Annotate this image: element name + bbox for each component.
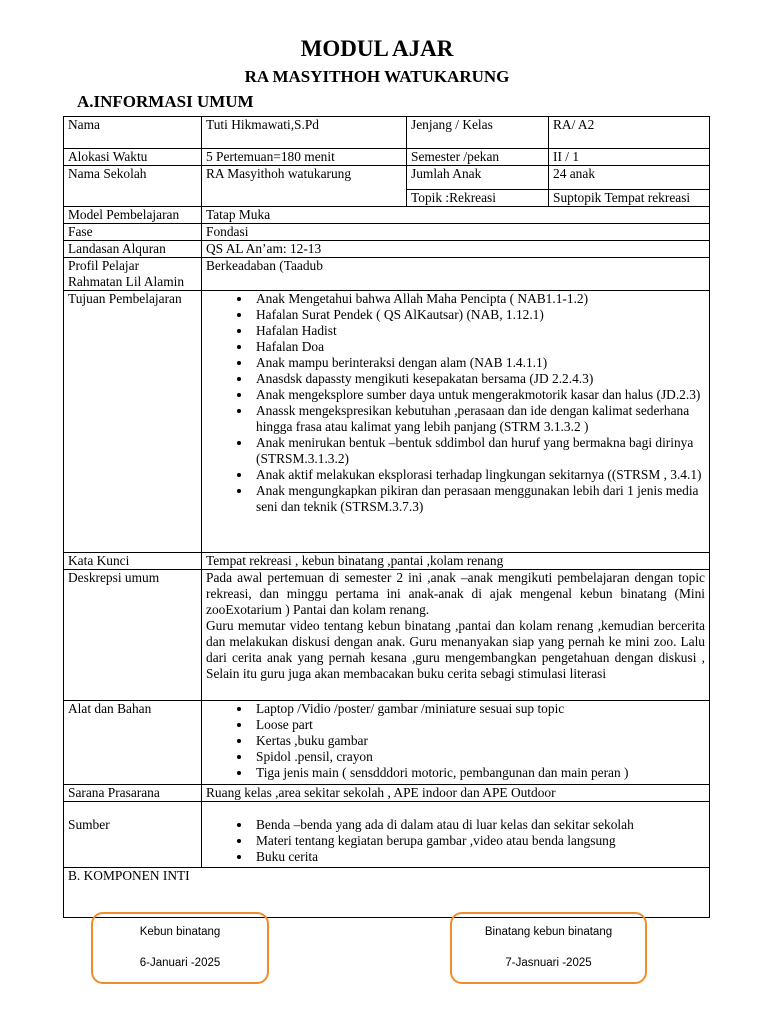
komponen-inti-heading: B. KOMPONEN INTI [64,868,710,918]
list-item: • Laptop /Vidio /poster/ gambar /miniature sesuai sup topic [252,701,705,717]
activity-card-2 [450,912,647,984]
list-item: • Anak mengeksplore sumber daya untuk mengerakmotorik kasar dan halus (JD.2.3) [252,387,705,403]
document-title: MODUL AJAR [300,36,454,61]
sumber-cell [202,802,710,868]
model-label: Model Pembelajaran [64,207,202,224]
list-item: • Loose part [252,717,705,733]
row-deskripsi [64,570,710,701]
jumlah-value: 24 anak [549,166,710,190]
list-item: • Anak Mengetahui bahwa Allah Maha Pencipta ( NAB1.1-1.2) [252,291,705,307]
subtopik-value: Suptopik Tempat rekreasi [549,190,710,207]
jenjang-value: RA/ A2 [549,117,710,149]
list-item: • Kertas ,buku gambar [252,733,705,749]
list-item: • Buku cerita [252,849,705,865]
profil-label-line-2: Rahmatan Lil Alamin [68,274,185,289]
list-item: • Anak mengungkapkan pikiran dan perasaan menggunakan lebih dari 1 jenis media seni dan teknik (STRSM.3.7.3) [252,483,705,515]
model-value: Tatap Muka [202,207,710,224]
row-model [64,207,710,224]
fase-value: Fondasi [202,224,710,241]
list-item: • Anassk mengekspresikan kebutuhan ,perasaan dan ide dengan kalimat sederhana hingga frasa atau kalimat yang lebih panjang (STRM 3.1.3.2 ) [252,403,705,435]
list-item: • Anak aktif melakukan eksplorasi terhadap lingkungan sekitarnya ((STRSM , 3.4.1) [252,467,705,483]
alokasi-value: 5 Pertemuan=180 menit [202,149,407,166]
landasan-value: QS AL An’am: 12-13 [202,241,710,258]
row-sumber [64,802,710,868]
row-fase [64,224,710,241]
list-item: • Hafalan Surat Pendek ( QS AlKautsar) (NAB, 1.12.1) [252,307,705,323]
list-item: • Materi tentang kegiatan berupa gambar ,video atau benda langsung [252,833,705,849]
jenjang-label: Jenjang / Kelas [407,117,549,149]
row-komponen [64,868,710,918]
deskripsi-label: Deskrepsi umum [64,570,202,701]
list-item: • Anasdsk dapassty mengikuti kesepakatan bersama (JD 2.2.4.3) [252,371,705,387]
card-date: 7-Jasnuari -2025 [505,957,592,969]
deskripsi-paragraph-1: Pada awal pertemuan di semester 2 ini ,anak –anak mengikuti pembelajaran dengan topic rekreasi, dan minggu pertama ini anak-anak di ajak mengenal kebun binatang (Mini zooExotarium ) Pantai dan kolam renang. [206,570,705,617]
row-kata-kunci [64,553,710,570]
kata-kunci-label: Kata Kunci [64,553,202,570]
alat-list [206,701,705,781]
row-sarana [64,785,710,802]
section-a-heading: A.INFORMASI UMUM [77,92,254,111]
card-title: Kebun binatang [139,926,221,938]
row-sekolah [64,166,710,190]
jumlah-label: Jumlah Anak [407,166,549,190]
list-item: • Anak menirukan bentuk –bentuk sddimbol dan huruf yang bermakna bagi dirinya (STRSM.3.1.3.2) [252,435,705,467]
profil-label-line-1: Profil Pelajar [68,258,140,273]
list-item: • Anak mampu berinteraksi dengan alam (NAB 1.4.1.1) [252,355,705,371]
row-nama [64,117,710,149]
deskripsi-cell [202,570,710,701]
sekolah-value: RA Masyithoh watukarung [202,166,407,207]
landasan-label: Landasan Alquran [64,241,202,258]
card-date: 6-Januari -2025 [139,957,221,969]
row-alokasi [64,149,710,166]
kata-kunci-value: Tempat rekreasi , kebun binatang ,pantai ,kolam renang [202,553,710,570]
fase-label: Fase [64,224,202,241]
list-item: • Hafalan Doa [252,339,705,355]
row-tujuan [64,291,710,553]
card-title: Binatang kebun binatang [484,926,613,938]
list-item: • Benda –benda yang ada di dalam atau di luar kelas dan sekitar sekolah [252,817,705,833]
sumber-list [206,817,705,865]
row-alat [64,701,710,785]
alat-cell [202,701,710,785]
tujuan-cell [202,291,710,553]
tujuan-list [206,291,705,515]
list-item: • Hafalan Hadist [252,323,705,339]
list-item: • Tiga jenis main ( sensdddori motoric, pembangunan dan main peran ) [252,765,705,781]
profil-value: Berkeadaban (Taadub [202,258,710,291]
profil-label [64,258,202,291]
nama-value: Tuti Hikmawati,S.Pd [202,117,407,149]
sarana-value: Ruang kelas ,area sekitar sekolah , APE indoor dan APE Outdoor [202,785,710,802]
deskripsi-paragraph-2: Guru memutar video tentang kebun binatang ,pantai dan kolam renang ,kemudian bercerita dan melakukan diskusi dengan anak. Guru menanyakan siap yang pernah ke mini zoo. Lalu dari cerita anak yang pernah kesana ,guru mengembangkan pengetahuan dengan diskusi , Selain itu guru juga akan membacakan buku cerita sebagi stimulasi literasi [206,618,705,681]
row-profil [64,258,710,291]
sarana-label: Sarana Prasarana [64,785,202,802]
topik-label: Topik :Rekreasi [407,190,549,207]
alokasi-label: Alokasi Waktu [64,149,202,166]
tujuan-label: Tujuan Pembelajaran [64,291,202,553]
school-subtitle: RA MASYITHOH WATUKARUNG [244,67,510,86]
nama-label: Nama [64,117,202,149]
semester-value: II / 1 [549,149,710,166]
sumber-label: Sumber [64,802,202,868]
sekolah-label: Nama Sekolah [64,166,202,207]
row-landasan [64,241,710,258]
info-table [63,116,710,918]
activity-card-1 [91,912,269,984]
list-item: • Spidol .pensil, crayon [252,749,705,765]
semester-label: Semester /pekan [407,149,549,166]
alat-label: Alat dan Bahan [64,701,202,785]
